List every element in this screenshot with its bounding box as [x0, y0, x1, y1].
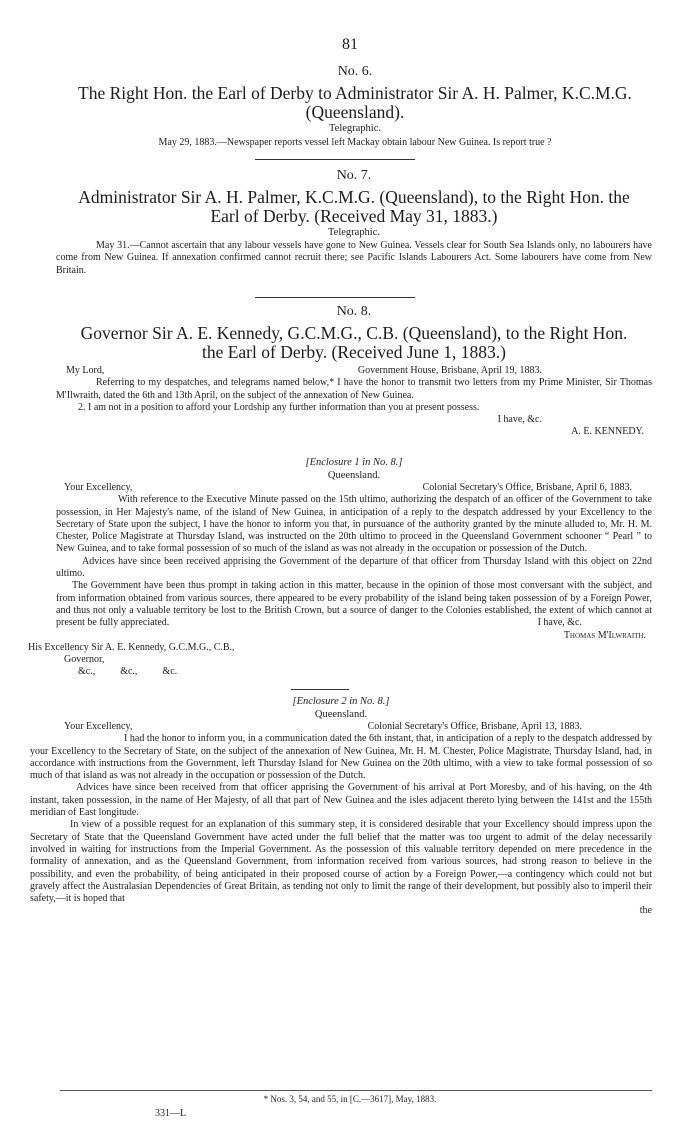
footnote: * Nos. 3, 54, and 55, in [C.—3617], May, 1883.: [263, 1094, 437, 1104]
enclosure-heading: [Enclosure 2 in No. 8.]: [292, 696, 390, 707]
enclosure-place: Queensland.: [327, 470, 381, 481]
enclosure-heading: [Enclosure 1 in No. 8.]: [305, 457, 403, 468]
letter-paragraph: The Government have been thus prompt in taking action in this matter, because in the opinion of those most conversant with the subject, and from information obtained from various sources, there appeared to be every probability of the island being taken possession of by a Foreign Power, and thus not only a valuable territory be lost to the British Crown, but a source of danger to the Colonies established, the extent of which cannot at present be fully appreciated.: [56, 580, 652, 629]
enclosure-place: Queensland.: [314, 709, 368, 720]
document-title: Earl of Derby. (Received May 31, 1883.): [210, 206, 498, 226]
closing: I have, &c.: [537, 617, 582, 629]
document-title: The Right Hon. the Earl of Derby to Administrator Sir A. H. Palmer, K.C.M.G.: [78, 83, 632, 103]
document-no-8: [56, 304, 652, 439]
catchword: the: [639, 905, 652, 917]
salutation-row: [30, 721, 652, 733]
letter-paragraph: 2. I am not in a position to afford your Lordship any further information than you at present possess.: [78, 401, 480, 413]
document-type: Telegraphic.: [327, 227, 381, 238]
enclosure-1: [28, 456, 652, 679]
letter-address: Colonial Secretary's Office, Brisbane, April 6, 1883.: [422, 482, 632, 493]
letter-address: Government House, Brisbane, April 19, 1883.: [357, 365, 542, 376]
addressee: His Excellency Sir A. E. Kennedy, G.C.M.G., C.B.,: [28, 641, 235, 653]
document-no-6: [60, 64, 650, 149]
signature: Thomas M'Ilwraith.: [563, 629, 646, 641]
closing-row: [56, 414, 652, 426]
salutation-row: [56, 365, 652, 377]
letter-paragraph: I had the honor to inform you, in a communication dated the 6th instant, that, in anticipation of a reply to the despatch addressed by your Excellency to the Secretary of State, on the subject of the annexation of New Guinea, Mr. H. M. Chester, Police Magistrate, Thursday Island, had, in accordance with instructions from the Government, left Thursday Island for New Guinea on the 20th ultimo, with a view to take formal possession of so much of that island as was not already in the occupation or possession of the Dutch.: [30, 733, 652, 782]
document-number: No. 6.: [337, 64, 373, 79]
closing-row: [56, 617, 652, 629]
salutation: My Lord,: [66, 365, 105, 376]
signature: A. E. KENNEDY.: [571, 426, 644, 438]
salutation-row: [56, 482, 652, 494]
letter-address: Colonial Secretary's Office, Brisbane, April 13, 1883.: [367, 721, 582, 732]
section-divider: [255, 297, 415, 298]
letter-paragraph: In view of a possible request for an explanation of this summary step, it is considered desirable that your Excellency should impress upon the Secretary of State that the Queensland Government have acted under the full belief that the matter was too urgent to admit of the delay necessarily involved in waiting for instructions from the Imperial Government. As the possession of this valuable territory depended on mere precedence in the formality of annexation, and as the Queensland Government, from information received from various sources, had strong reason to believe in the possibility, and even the probability, of being anticipated in their proposed course of action by a Foreign Power,—a contingency which could not but gravely affect the Australasian Dependencies of Great Britain, as tending not only to limit the range of their development, but possibly also to imperil their safety,—it is hoped that: [30, 819, 652, 905]
signature-mark: 331—L: [155, 1108, 187, 1119]
enclosure-2: [30, 695, 652, 918]
salutation: Your Excellency,: [64, 721, 133, 732]
document-title: Administrator Sir A. H. Palmer, K.C.M.G. (Queensland), to the Right Hon. the: [78, 187, 630, 207]
letter-paragraph: Advices have since been received from that officer apprising the Government of his arrival at Port Moresby, and of his having, on the 4th instant, taken possession, in the name of Her Majesty, of all that part of New Guinea and the isles adjacent thereto lying between the 141st and the 155th meridian of East longitude.: [30, 782, 652, 819]
letter-paragraph: Advices have since been received apprising the Government of the departure of that officer from Thursday Island with this object on 22nd ultimo.: [56, 555, 652, 580]
document-no-7: [56, 168, 652, 277]
closing: I have, &c.: [497, 414, 542, 426]
telegram-text: May 29, 1883.—Newspaper reports vessel left Mackay obtain labour New Guinea. Is report true ?: [158, 137, 552, 148]
document-title: Governor Sir A. E. Kennedy, G.C.M.G., C.B. (Queensland), to the Right Hon.: [80, 323, 628, 343]
addressee: Governor,: [64, 654, 105, 666]
document-title: (Queensland).: [305, 102, 405, 122]
page-number: 81: [342, 36, 358, 53]
letter-paragraph: With reference to the Executive Minute passed on the 15th ultimo, authorizing the despatch of an officer of the Government to take possession, in Her Majesty's name, of the island of New Guinea, in anticipation of a reply to the despatch addressed by your Excellency to the Secretary of State upon the subject, I have the honor to inform you that, in pursuance of the authority granted by the minute alluded to, Mr. H. M. Chester, Police Magistrate at Thursday Island, was instructed on the 20th ultimo to proceed in the Queensland Government schooner “ Pearl ” to New Guinea, and to take formal possession of so much of the island as was not already in the occupation or possession of the Dutch.: [56, 494, 652, 555]
salutation: Your Excellency,: [64, 482, 133, 493]
telegram-text: May 31.—Cannot ascertain that any labour vessels have gone to New Guinea. Vessels clear for South Sea Islands only, no labourers have come from New Guinea. If annexation confirmed cannot recruit there; see Pacific Islands Labourers Act. Some labourers have come from New Britain.: [56, 240, 652, 276]
section-divider: [255, 159, 415, 160]
letter-paragraph: Referring to my despatches, and telegrams named below,* I have the honor to transmit two letters from my Prime Minister, Sir Thomas M'Ilwraith, dated the 6th and 13th April, on the subject of the annexation of New Guinea.: [56, 377, 652, 401]
addressee: &c., &c., &c.: [78, 666, 178, 678]
document-number: No. 8.: [336, 304, 372, 319]
footnote-rule: [60, 1090, 652, 1091]
document-number: No. 7.: [336, 168, 372, 183]
document-title: the Earl of Derby. (Received June 1, 1883.): [201, 342, 507, 362]
document-type: Telegraphic.: [328, 123, 382, 134]
section-divider: [291, 689, 349, 690]
